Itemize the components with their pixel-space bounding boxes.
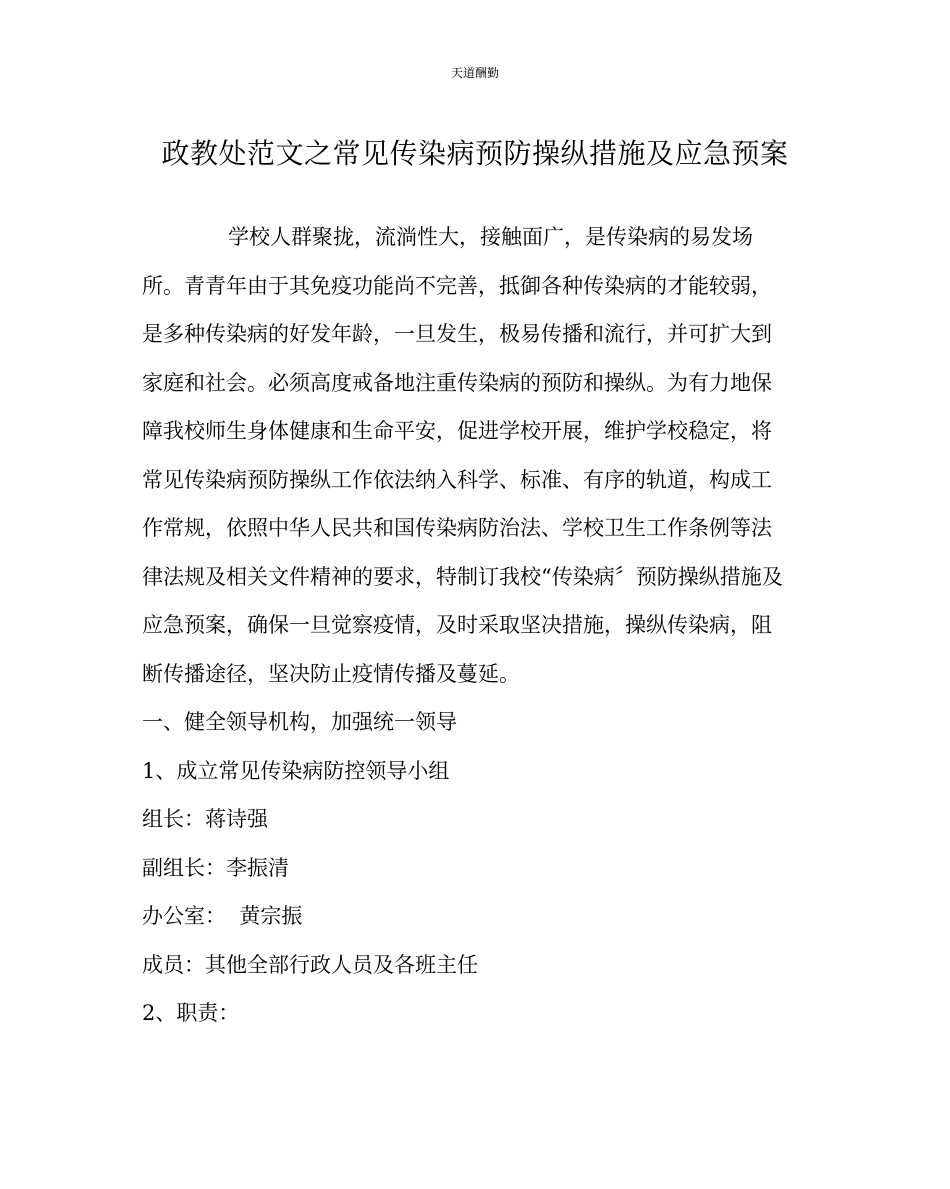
intro-paragraph <box>142 213 812 698</box>
document-body <box>142 213 812 1038</box>
section-heading: 一、健全领导机构，加强统一领导 <box>142 710 457 734</box>
paragraph-line: 应急预案，确保一旦觉察疫情，及时采取坚决措施，操纵传染病，阻 <box>142 613 772 637</box>
members-line: 成员：其他全部行政人员及各班主任 <box>142 952 478 977</box>
page-header: 天道酬勤 <box>450 66 499 80</box>
subsection-heading: 2、职责： <box>142 1001 240 1025</box>
office-line: 办公室： 黄宗振 <box>142 904 303 928</box>
leader-line: 组长：蒋诗强 <box>142 807 268 831</box>
subsection-heading: 1、成立常见传染病防控领导小组 <box>142 758 450 783</box>
paragraph-line: 作常规，依照中华人民共和国传染病防治法、学校卫生工作条例等法 <box>142 516 772 540</box>
paragraph-line: 常见传染病预防操纵工作依法纳入科学、标准、有序的轨道，构成工 <box>142 467 772 492</box>
paragraph-line: 断传播途径，坚决防止疫情传播及蔓延。 <box>142 661 520 686</box>
document-title: 政教处范文之常见传染病预防操纵措施及应急预案 <box>161 137 789 170</box>
paragraph-line: 律法规及相关文件精神的要求，特制订我校“传染病〞预防操纵措施及 <box>142 564 783 589</box>
paragraph-line: 学校人群聚拢，流淌性大，接触面广，是传染病的易发场 <box>228 225 753 249</box>
paragraph-line: 所。青青年由于其免疫功能尚不完善，抵御各种传染病的才能较弱， <box>142 273 772 298</box>
deputy-leader-line: 副组长：李振清 <box>142 855 289 880</box>
paragraph-line: 家庭和社会。必须高度戒备地注重传染病的预防和操纵。为有力地保 <box>142 370 772 395</box>
paragraph-line: 障我校师生身体健康和生命平安，促进学校开展，维护学校稳定，将 <box>142 419 772 443</box>
paragraph-line: 是多种传染病的好发年龄，一旦发生，极易传播和流行，并可扩大到 <box>142 322 772 346</box>
